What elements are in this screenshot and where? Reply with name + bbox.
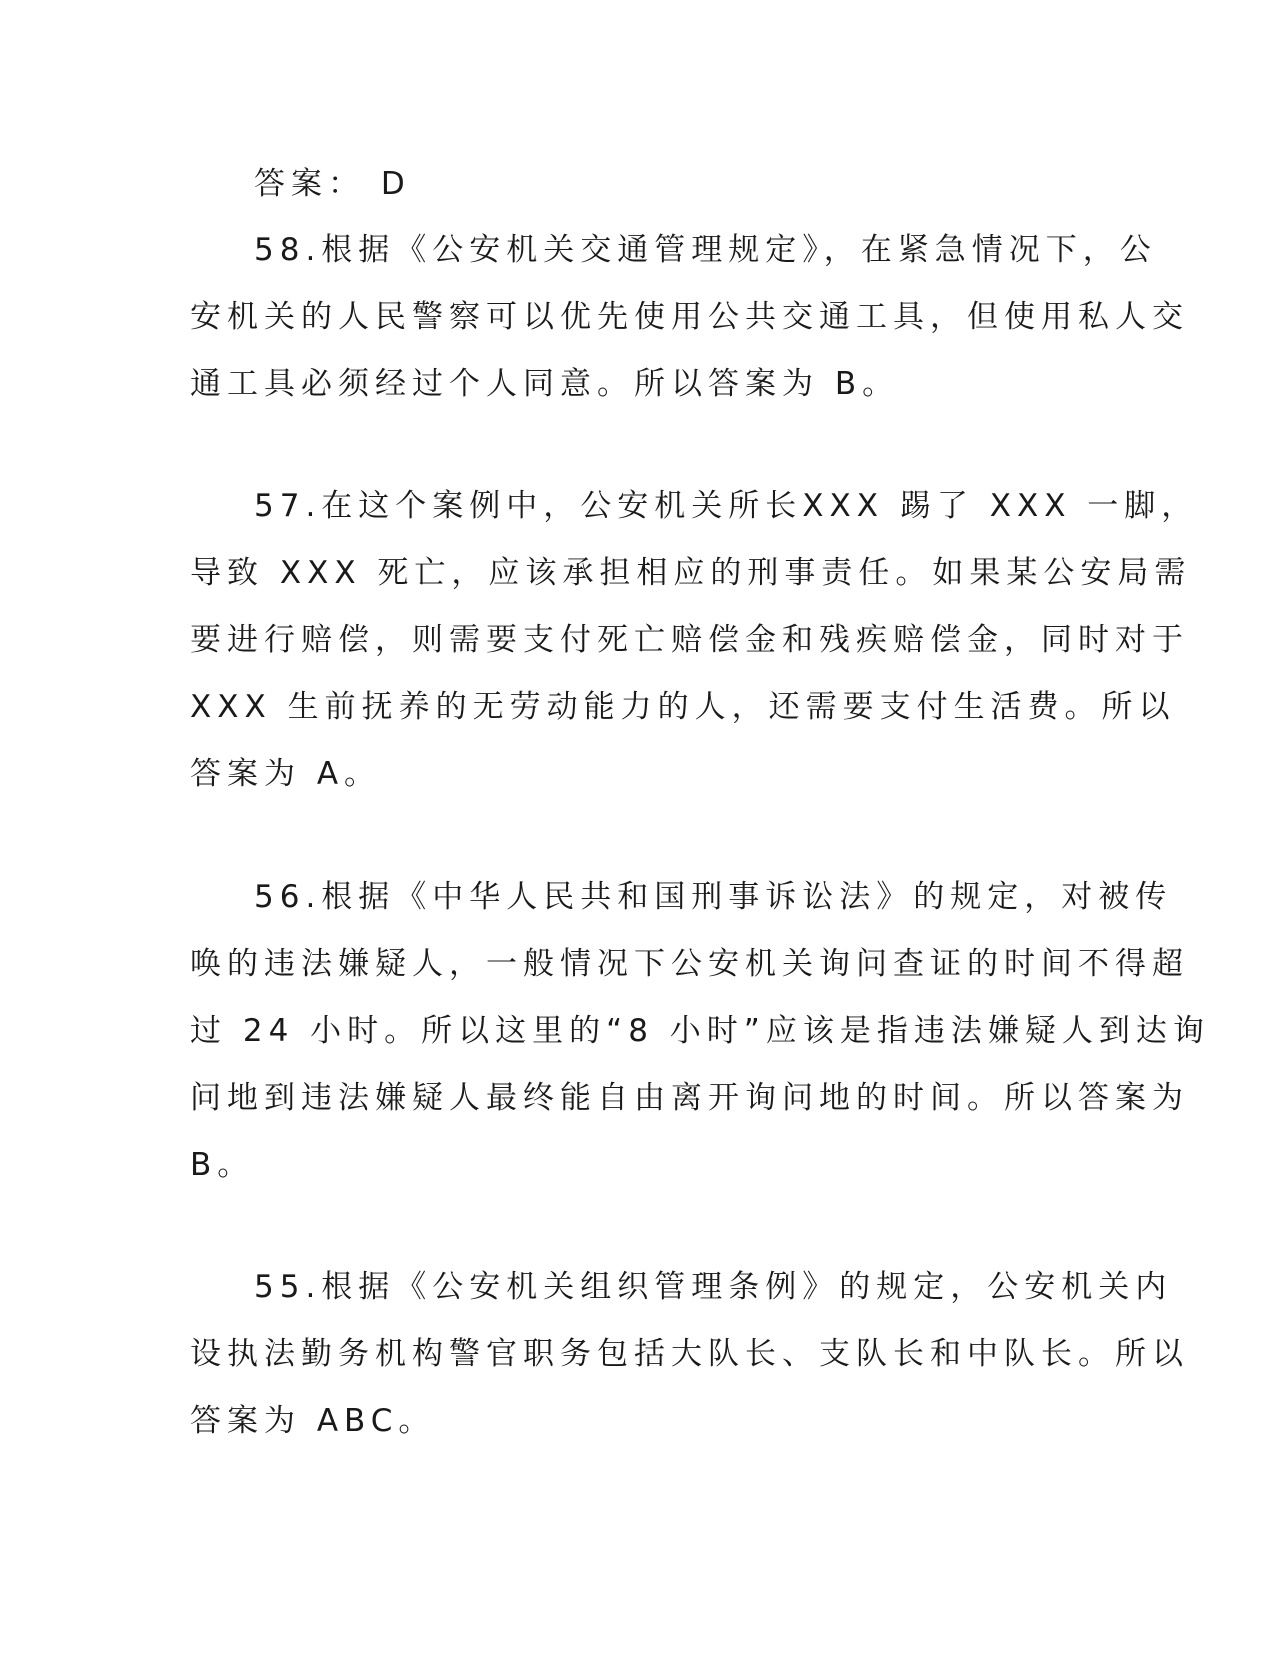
paragraph-line: 问地到违法嫌疑人最终能自由离开询问地的时间。所以答案为 xyxy=(190,1080,1189,1116)
paragraph-line: 答案为 ABC。 xyxy=(190,1403,436,1439)
paragraph-line: XXX 生前抚养的无劳动能力的人，还需要支付生活费。所以 xyxy=(190,689,1176,725)
paragraph-line: 安机关的人民警察可以优先使用公共交通工具，但使用私人交 xyxy=(190,299,1189,335)
paragraph-line: 过 24 小时。所以这里的“8 小时”应该是指违法嫌疑人到达询 xyxy=(190,1013,1210,1049)
paragraph-line: 通工具必须经过个人同意。所以答案为 B。 xyxy=(190,366,900,402)
paragraph-line: 要进行赔偿，则需要支付死亡赔偿金和残疾赔偿金，同时对于 xyxy=(190,622,1189,658)
paragraph-line: 唤的违法嫌疑人，一般情况下公安机关询问查证的时间不得超 xyxy=(190,946,1189,982)
paragraph-line: 57.在这个案例中，公安机关所长XXX 踢了 XXX 一脚， xyxy=(254,488,1199,524)
paragraph-line: 设执法勤务机构警官职务包括大队长、支队长和中队长。所以 xyxy=(190,1336,1189,1372)
paragraph-line: 58.根据《公安机关交通管理规定》，在紧急情况下，公 xyxy=(254,232,1157,268)
paragraph-line: 答案为 A。 xyxy=(190,756,382,792)
paragraph-line: B。 xyxy=(190,1147,255,1183)
paragraph-line: 55.根据《公安机关组织管理条例》的规定，公安机关内 xyxy=(254,1269,1173,1305)
paragraph-line: 导致 XXX 死亡，应该承担相应的刑事责任。如果某公安局需 xyxy=(190,555,1192,591)
paragraph-line: 56.根据《中华人民共和国刑事诉讼法》的规定，对被传 xyxy=(254,879,1173,915)
answer-line: 答案： D xyxy=(254,166,411,202)
